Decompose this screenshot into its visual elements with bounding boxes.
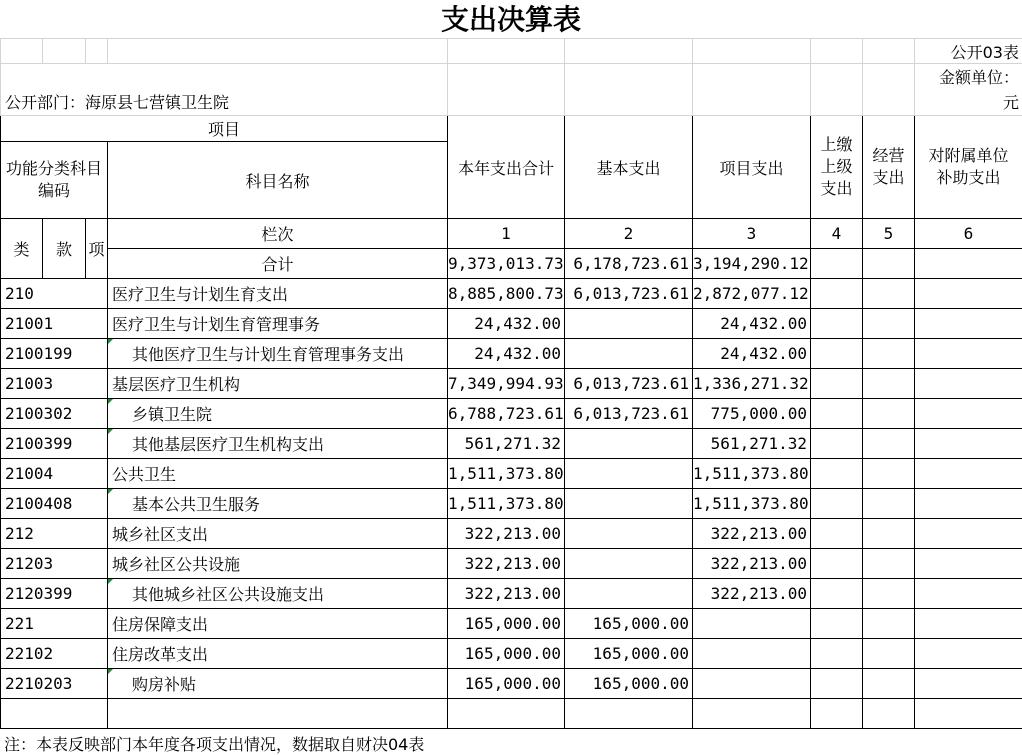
table-row xyxy=(1,639,1022,669)
empty-row xyxy=(1,699,1022,729)
row-business xyxy=(863,279,915,309)
row-subject-name: 其他医疗卫生与计划生育管理事务支出 xyxy=(108,339,448,369)
row-subject-name: 医疗卫生与计划生育管理事务 xyxy=(108,309,448,339)
row-subject-name: 基层医疗卫生机构 xyxy=(108,369,448,399)
header-row-4 xyxy=(1,219,1022,249)
table-row xyxy=(1,489,1022,519)
row-total: 6,788,723.61 xyxy=(448,399,565,429)
unit-cell xyxy=(915,64,1022,116)
header-upper: 上缴上级支出 xyxy=(811,116,863,219)
row-upper xyxy=(811,309,863,339)
row-business xyxy=(863,339,915,369)
row-project: 1,511,373.80 xyxy=(693,489,811,519)
total-label: 合计 xyxy=(108,249,448,279)
row-project: 322,213.00 xyxy=(693,579,811,609)
header-row-0 xyxy=(1,39,1022,64)
row-subject-name: 医疗卫生与计划生育支出 xyxy=(108,279,448,309)
row-total: 561,271.32 xyxy=(448,429,565,459)
table-row xyxy=(1,369,1022,399)
row-subject-name: 住房保障支出 xyxy=(108,609,448,639)
row-basic xyxy=(565,519,693,549)
row-subject-name: 其他基层医疗卫生机构支出 xyxy=(108,429,448,459)
row-project: 775,000.00 xyxy=(693,399,811,429)
footnote: 注：本表反映部门本年度各项支出情况，数据取自财决04表 xyxy=(4,735,425,754)
unit-value: 元 xyxy=(1002,93,1019,112)
col-num-5: 5 xyxy=(863,219,915,249)
row-subject-name: 公共卫生 xyxy=(108,459,448,489)
row-code: 21003 xyxy=(1,369,108,399)
row-total: 165,000.00 xyxy=(448,609,565,639)
row-basic xyxy=(565,429,693,459)
row-subject-name: 其他城乡社区公共设施支出 xyxy=(108,579,448,609)
row-total: 165,000.00 xyxy=(448,639,565,669)
row-subsidy xyxy=(915,579,1022,609)
row-code: 21203 xyxy=(1,549,108,579)
row-basic xyxy=(565,339,693,369)
row-total: 1,511,373.80 xyxy=(448,489,565,519)
row-code: 21004 xyxy=(1,459,108,489)
row-upper xyxy=(811,579,863,609)
row-total: 24,432.00 xyxy=(448,339,565,369)
table-row xyxy=(1,309,1022,339)
expenditure-table xyxy=(0,38,1022,729)
table-row xyxy=(1,549,1022,579)
department-label: 公开部门：海原县七营镇卫生院 xyxy=(1,64,448,116)
unit-label: 金额单位： xyxy=(938,68,1019,87)
row-upper xyxy=(811,399,863,429)
row-basic: 165,000.00 xyxy=(565,639,693,669)
row-project: 322,213.00 xyxy=(693,549,811,579)
row-basic xyxy=(565,579,693,609)
sheet-title: 支出决算表 xyxy=(440,3,581,36)
header-kuan: 款 xyxy=(43,219,86,279)
header-basic: 基本支出 xyxy=(565,116,693,219)
row-business xyxy=(863,489,915,519)
data-rows xyxy=(1,279,1022,699)
row-upper xyxy=(811,669,863,699)
row-code: 2100399 xyxy=(1,429,108,459)
row-business xyxy=(863,549,915,579)
row-upper xyxy=(811,279,863,309)
header-lei: 类 xyxy=(1,219,43,279)
row-project: 2,872,077.12 xyxy=(693,279,811,309)
row-total: 7,349,994.93 xyxy=(448,369,565,399)
row-basic xyxy=(565,489,693,519)
row-subsidy xyxy=(915,609,1022,639)
table-row xyxy=(1,399,1022,429)
row-code: 212 xyxy=(1,519,108,549)
row-basic: 165,000.00 xyxy=(565,609,693,639)
total-project: 3,194,290.12 xyxy=(693,249,811,279)
col-num-1: 1 xyxy=(448,219,565,249)
row-total: 8,885,800.73 xyxy=(448,279,565,309)
row-basic xyxy=(565,459,693,489)
row-code: 210 xyxy=(1,279,108,309)
col-num-4: 4 xyxy=(811,219,863,249)
row-upper xyxy=(811,339,863,369)
row-code: 2100408 xyxy=(1,489,108,519)
header-lanci: 栏次 xyxy=(108,219,448,249)
row-business xyxy=(863,609,915,639)
col-num-2: 2 xyxy=(565,219,693,249)
total-row xyxy=(1,249,1022,279)
row-basic: 6,013,723.61 xyxy=(565,399,693,429)
row-total: 322,213.00 xyxy=(448,549,565,579)
row-project: 24,432.00 xyxy=(693,309,811,339)
row-business xyxy=(863,399,915,429)
row-subsidy xyxy=(915,399,1022,429)
row-business xyxy=(863,639,915,669)
row-upper xyxy=(811,369,863,399)
row-basic xyxy=(565,309,693,339)
row-subsidy xyxy=(915,489,1022,519)
table-row xyxy=(1,429,1022,459)
row-subsidy xyxy=(915,279,1022,309)
table-row xyxy=(1,459,1022,489)
row-upper xyxy=(811,429,863,459)
row-business xyxy=(863,429,915,459)
row-code: 2100199 xyxy=(1,339,108,369)
row-basic: 165,000.00 xyxy=(565,669,693,699)
header-row-2 xyxy=(1,116,1022,142)
row-code: 21001 xyxy=(1,309,108,339)
row-subject-name: 城乡社区公共设施 xyxy=(108,549,448,579)
row-total: 1,511,373.80 xyxy=(448,459,565,489)
row-subsidy xyxy=(915,369,1022,399)
row-project: 561,271.32 xyxy=(693,429,811,459)
row-business xyxy=(863,369,915,399)
row-subsidy xyxy=(915,549,1022,579)
total-sum: 9,373,013.73 xyxy=(448,249,565,279)
col-num-6: 6 xyxy=(915,219,1022,249)
row-subsidy xyxy=(915,309,1022,339)
header-xiang: 项 xyxy=(86,219,108,279)
header-item: 项目 xyxy=(1,116,448,142)
row-project xyxy=(693,639,811,669)
row-code: 2120399 xyxy=(1,579,108,609)
row-subsidy xyxy=(915,669,1022,699)
row-upper xyxy=(811,459,863,489)
header-func-code: 功能分类科目编码 xyxy=(1,142,108,219)
form-code: 公开03表 xyxy=(915,39,1022,64)
row-subject-name: 城乡社区支出 xyxy=(108,519,448,549)
table-row xyxy=(1,579,1022,609)
row-project xyxy=(693,669,811,699)
row-subsidy xyxy=(915,339,1022,369)
row-subject-name: 乡镇卫生院 xyxy=(108,399,448,429)
row-basic: 6,013,723.61 xyxy=(565,279,693,309)
row-subsidy xyxy=(915,459,1022,489)
row-subsidy xyxy=(915,639,1022,669)
row-upper xyxy=(811,549,863,579)
row-business xyxy=(863,669,915,699)
row-total: 165,000.00 xyxy=(448,669,565,699)
row-business xyxy=(863,579,915,609)
table-row xyxy=(1,609,1022,639)
row-subject-name: 住房改革支出 xyxy=(108,639,448,669)
row-basic xyxy=(565,549,693,579)
row-project: 322,213.00 xyxy=(693,519,811,549)
row-code: 22102 xyxy=(1,639,108,669)
header-subject-name: 科目名称 xyxy=(108,142,448,219)
table-row xyxy=(1,279,1022,309)
total-basic: 6,178,723.61 xyxy=(565,249,693,279)
table-row xyxy=(1,519,1022,549)
row-upper xyxy=(811,609,863,639)
col-num-3: 3 xyxy=(693,219,811,249)
table-row xyxy=(1,669,1022,699)
row-business xyxy=(863,519,915,549)
row-subsidy xyxy=(915,519,1022,549)
row-project xyxy=(693,609,811,639)
row-business xyxy=(863,459,915,489)
row-business xyxy=(863,309,915,339)
row-basic: 6,013,723.61 xyxy=(565,369,693,399)
header-row-1 xyxy=(1,64,1022,116)
row-total: 322,213.00 xyxy=(448,519,565,549)
header-total: 本年支出合计 xyxy=(448,116,565,219)
row-project: 1,511,373.80 xyxy=(693,459,811,489)
row-subsidy xyxy=(915,429,1022,459)
row-upper xyxy=(811,519,863,549)
row-subject-name: 基本公共卫生服务 xyxy=(108,489,448,519)
row-code: 2210203 xyxy=(1,669,108,699)
row-project: 24,432.00 xyxy=(693,339,811,369)
row-project: 1,336,271.32 xyxy=(693,369,811,399)
table-row xyxy=(1,339,1022,369)
row-code: 221 xyxy=(1,609,108,639)
header-project: 项目支出 xyxy=(693,116,811,219)
row-upper xyxy=(811,639,863,669)
row-upper xyxy=(811,489,863,519)
row-total: 24,432.00 xyxy=(448,309,565,339)
row-subject-name: 购房补贴 xyxy=(108,669,448,699)
header-subsidy: 对附属单位补助支出 xyxy=(915,116,1022,219)
row-code: 2100302 xyxy=(1,399,108,429)
header-business: 经营支出 xyxy=(863,116,915,219)
row-total: 322,213.00 xyxy=(448,579,565,609)
